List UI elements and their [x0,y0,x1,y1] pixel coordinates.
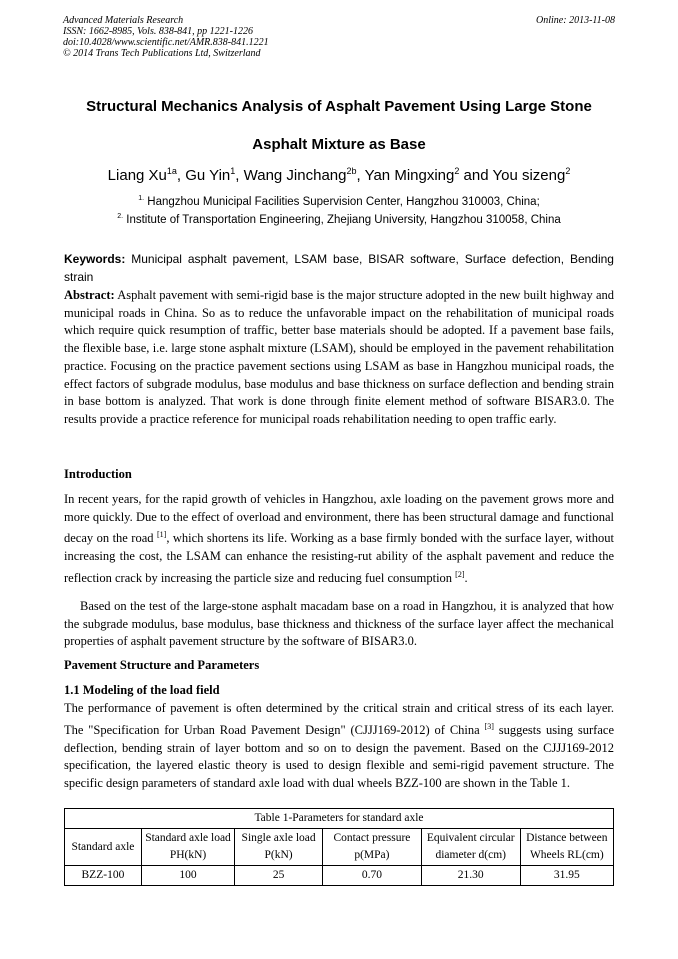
section-paragraph [64,700,614,793]
parameters-table [64,808,614,886]
table-cell: BZZ-100 [65,866,142,886]
title-line-2: Asphalt Mixture as Base [252,136,426,153]
author-list [40,166,638,184]
intro-paragraph-2: Based on the test of the large-stone asphalt macadam base on a road in Hangzhou, it is analyzed that how the subgrade modulus, base modulus, base thickness and thickness of the surface layer affect the mechanical properties of asphalt pavement structure by the software of BISAR3.0. [64,599,614,649]
intro-text: In recent years, for the rapid growth of vehicles in Hangzhou, axle loading on the pavement grows more and more quickly. Due to the effect of overload and environment, there has been structural damage and functional decay on the road [64,492,614,546]
abstract-text: Asphalt pavement with semi-rigid base is the major structure adopted in the new built highway and municipal roads in China. So as to reduce the unfavorable impact on the rehabilitation of municipal roads which require quick resumption of traffic, better base materials should be adopted. If a pavement base fails, the flexible base, i.e. large stone asphalt mixture (LSAM), should be employed in the pavement rehabilitation practice. Focusing on the practice pavement sections using LSAM as base in Hangzhou municipal roads, the effect factors of subgrade modulus, base modulus and base thickness on surface deflection and bending strain in base bottom is analyzed. That work is done through finite element method of software BISAR3.0. The results provide a practice reference for municipal roads rehabilitation needing to open traffic early. [64,288,614,426]
page-header [63,15,615,59]
doi: doi:10.4028/www.scientific.net/AMR.838-841.1221 [63,37,269,48]
affiliation-mark: 2. [117,213,124,220]
citation: [3] [484,721,494,731]
paper-title [40,88,638,164]
copyright: © 2014 Trans Tech Publications Ltd, Switzerland [63,48,261,59]
table-header-cell: Standard axle [65,829,142,866]
table-cell: 21.30 [421,866,520,886]
author-name: Liang Xu [107,167,167,184]
affiliation-text: Hangzhou Municipal Facilities Supervision Center, Hangzhou 310003, China; [147,195,540,208]
table-header-cell: Standard axle load PH(kN) [141,829,234,866]
table-header-cell: Equivalent circular diameter d(cm) [421,829,520,866]
table-cell: 31.95 [520,866,613,886]
author-separator: , [356,167,365,184]
table-row [65,866,614,886]
citation: [1] [156,530,167,540]
journal-name: Advanced Materials Research [63,15,184,26]
table-cell: 25 [235,866,323,886]
keywords-text: Municipal asphalt pavement, LSAM base, BISAR software, Surface defection, Bending strain [64,252,614,284]
keywords-label: Keywords: [64,252,126,266]
subsection-heading: 1.1 Modeling of the load field [64,683,220,697]
affiliation-text: Institute of Transportation Engineering, Zhejiang University, Hangzhou 310058, China [126,213,561,226]
table-header-row [65,829,614,866]
author-name: Yan Mingxing [364,167,455,184]
online-date: Online: 2013-11-08 [536,15,615,26]
section-text: suggests using surface deflection, bending strain of layer bottom and so on to design the pavement. Based on the CJJJ169-2012 specification, the layered elastic theory is used to design flexible and semi-rigid pavement structure. The specific design parameters of standard axle load with dual wheels BZZ-100 are shown in the Table 1. [64,722,614,790]
table-caption: Table 1-Parameters for standard axle [65,809,614,829]
author-affil-mark: 1a [166,166,177,176]
author-separator: and [459,167,493,184]
issn: ISSN: 1662-8985, Vols. 838-841, pp 1221-1226 [63,26,253,37]
intro-text: , which shortens its life. Working as a base firmly bonded with the surface layer, without increasing the cost, the LSAM can enhance the resisting-rut ability of the asphalt pavement and reduce the reflection crack by increasing the particle size and reducing fuel consumption [64,531,614,586]
author-separator: , [235,167,244,184]
affiliation-1 [40,195,638,208]
author-affil-mark: 2 [454,166,460,176]
table-header-cell: Contact pressure p(MPa) [323,829,422,866]
table-cell: 0.70 [323,866,422,886]
table-cell: 100 [141,866,234,886]
abstract [64,287,614,429]
author-name: You sizeng [492,167,566,184]
author-name: Gu Yin [185,167,231,184]
section-heading: Pavement Structure and Parameters [64,658,260,672]
intro-text: . [464,571,468,586]
table-header-cell: Single axle load P(kN) [235,829,323,866]
section-text: The performance of pavement is often determined by the critical strain and critical stress of its each layer. The "Specification for Urban Road Pavement Design" (CJJJ169-2012) of China [64,701,614,737]
citation: [2] [455,569,465,579]
title-line-1: Structural Mechanics Analysis of Asphalt Pavement Using Large Stone [86,98,592,115]
affiliation-2 [40,213,638,226]
author-name: Wang Jinchang [243,167,347,184]
author-affil-mark: 2b [346,166,357,176]
author-separator: , [176,167,186,184]
affiliation-mark: 1. [138,195,145,202]
abstract-label: Abstract: [64,288,115,302]
keywords [64,251,614,286]
intro-heading: Introduction [64,467,132,481]
author-affil-mark: 2 [565,166,571,176]
intro-paragraph-1 [64,491,614,588]
table-header-cell: Distance between Wheels RL(cm) [520,829,613,866]
author-affil-mark: 1 [230,166,236,176]
